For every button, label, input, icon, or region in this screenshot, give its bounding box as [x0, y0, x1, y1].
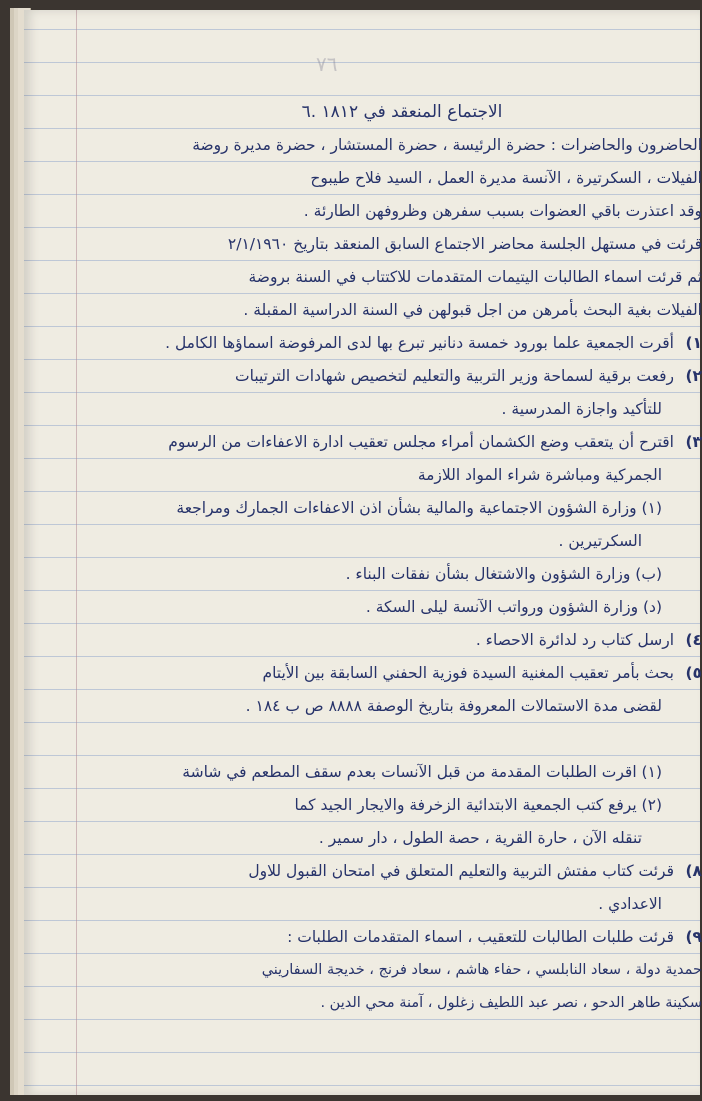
text-line — [62, 195, 702, 228]
text-line — [62, 228, 702, 261]
text-line — [62, 426, 702, 459]
text-line — [62, 294, 702, 327]
line-text: قرئت كتاب مفتش التربية والتعليم المتعلق في امتحان القبول للاول — [248, 862, 674, 880]
text-line — [62, 987, 702, 1020]
text-line — [62, 492, 702, 525]
text-line — [62, 789, 702, 822]
line-text: حمدية دولة ، سعاد النابلسي ، حفاء هاشم ، سعاد فرنج ، خديجة السفاريني — [261, 962, 702, 978]
item-number: ٣) — [685, 433, 702, 451]
line-text: ثم قرئت اسماء الطالبات اليتيمات المتقدمات للاكتتاب في السنة بروضة — [248, 268, 702, 286]
text-line — [62, 954, 702, 987]
item-number: ٩) — [685, 928, 702, 946]
line-text: (١) وزارة الشؤون الاجتماعية والمالية بشأن اذن الاعفاءات الجمارك ومراجعة — [176, 499, 662, 517]
line-text: قرئت طلبات الطالبات للتعقيب ، اسماء المتقدمات الطلبات : — [287, 928, 674, 946]
item-number: ٢) — [685, 367, 702, 385]
line-text: وقد اعتذرت باقي العضوات بسبب سفرهن وظروفهن الطارئة . — [303, 202, 702, 220]
text-line — [62, 558, 702, 591]
text-line — [62, 756, 702, 789]
line-text: الفيلات ، السكرتيرة ، الآنسة مديرة العمل ، السيد فلاح طيبوح — [310, 169, 702, 187]
line-text: السكرتيرين . — [558, 532, 642, 550]
line-text: الاجتماع المنعقد في ١٨١٢ .٦ — [301, 102, 503, 122]
item-number: ٤) — [685, 631, 702, 649]
text-line — [62, 261, 702, 294]
text-line — [62, 162, 702, 195]
page-number: ٧٦ — [316, 52, 338, 76]
line-text: (ب) وزارة الشؤون والاشتغال بشأن نفقات البناء . — [345, 565, 662, 583]
item-number: ٨) — [685, 862, 702, 880]
handwritten-minutes — [62, 96, 702, 1085]
line-text: (٢) يرفع كتب الجمعية الابتدائية الزخرفة والايجار الجيد كما — [294, 796, 662, 814]
line-text: للتأكيد واجازة المدرسية . — [501, 400, 662, 418]
line-text: الفيلات بغية البحث بأمرهن من اجل قبولهن في السنة الدراسية المقبلة . — [243, 301, 702, 319]
text-line — [62, 921, 702, 954]
line-text: لقضى مدة الاستمالات المعروفة بتاريخ الوصفة ٨٨٨٨ ص ب ١٨٤ . — [245, 697, 662, 715]
text-line — [62, 459, 702, 492]
text-line — [62, 129, 702, 162]
line-text: (د) وزارة الشؤون ورواتب الآنسة ليلى السكة . — [365, 598, 662, 616]
line-text: تنقله الآن ، حارة القرية ، حصة الطول ، دار سمير . — [318, 829, 642, 847]
line-text: بحث بأمر تعقيب المغنية السيدة فوزية الحفني السابقة بين الأيتام — [262, 664, 674, 682]
blank-line — [62, 723, 702, 756]
text-line — [62, 327, 702, 360]
text-line — [62, 525, 702, 558]
line-text: سكينة طاهر الدحو ، نصر عبد اللطيف زغلول ، آمنة محي الدين . — [320, 995, 702, 1011]
text-line — [62, 690, 702, 723]
line-text: الاعدادي . — [598, 895, 662, 913]
line-text: اقترح أن يتعقب وضع الكشمان أمراء مجلس تعقيب ادارة الاعفاءات من الرسوم — [168, 433, 674, 451]
text-line — [62, 360, 702, 393]
item-number: ٥) — [685, 664, 702, 682]
notebook-page — [24, 10, 700, 1095]
line-text: أقرت الجمعية علما بورود خمسة دنانير تبرع بها لدى المرفوضة اسماؤها الكامل . — [165, 334, 674, 352]
text-line — [62, 591, 702, 624]
line-text: الجمركية ومباشرة شراء المواد اللازمة — [417, 466, 662, 484]
text-line — [62, 657, 702, 690]
text-line — [62, 888, 702, 921]
line-text: رفعت برقية لسماحة وزير التربية والتعليم لتخصيص شهادات الترتيبات — [235, 367, 674, 385]
line-text: الحاضرون والحاضرات : حضرة الرئيسة ، حضرة المستشار ، حضرة مديرة روضة — [192, 136, 702, 154]
item-number: ١) — [685, 334, 702, 352]
line-text: (١) اقرت الطلبات المقدمة من قبل الآنسات بعدم سقف المطعم في شاشة — [182, 763, 662, 781]
minutes-heading — [62, 96, 702, 129]
text-line — [62, 855, 702, 888]
line-text: ارسل كتاب رد لدائرة الاحصاء . — [475, 631, 674, 649]
text-line — [62, 393, 702, 426]
text-line — [62, 822, 702, 855]
text-line — [62, 624, 702, 657]
line-text: قرئت في مستهل الجلسة محاضر الاجتماع السابق المنعقد بتاريخ ٢/١/١٩٦٠ — [227, 235, 702, 253]
